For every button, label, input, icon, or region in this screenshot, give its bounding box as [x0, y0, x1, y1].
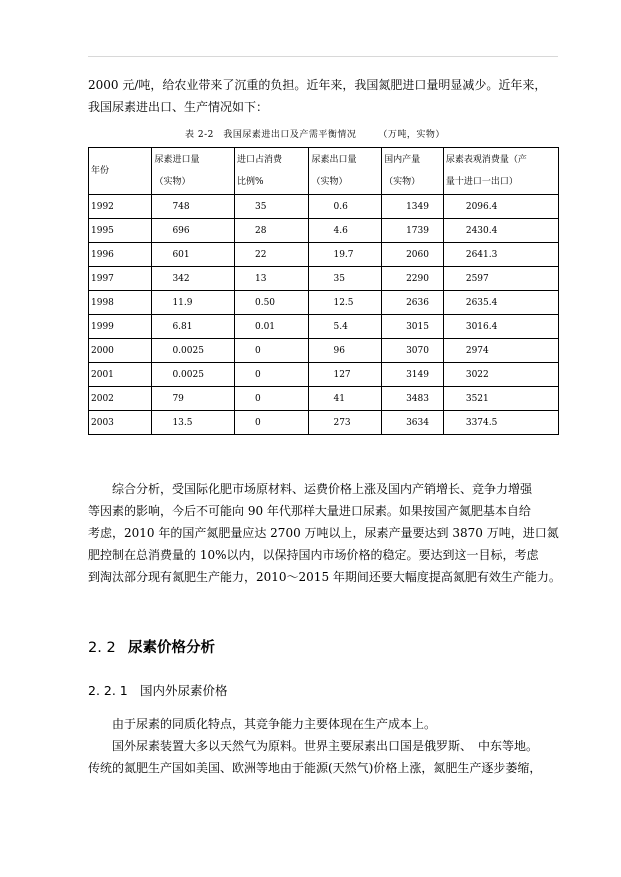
table-cell: 13.5 [152, 411, 235, 435]
table-cell: 0.50 [234, 291, 309, 315]
table-caption-units: （万吨，实物） [378, 130, 445, 140]
table-cell: 19.7 [309, 243, 382, 267]
table-row [89, 243, 559, 267]
table-header-row [89, 148, 559, 195]
price-line: 由于尿素的同质化特点，其竞争能力主要体现在生产成本上。 [112, 717, 437, 731]
subsection-number: 2. 2. 1 [88, 683, 128, 698]
summary-line: 考虑，2010 年的国产氮肥量应达 2700 万吨以上，尿素产量要达到 3870 万吨，进口氮 [88, 526, 559, 540]
table-cell: 0.01 [234, 315, 309, 339]
table-cell: 601 [152, 243, 235, 267]
table-cell: 2635.4 [443, 291, 558, 315]
table-cell: 35 [234, 195, 309, 219]
table-cell: 0 [234, 363, 309, 387]
table-cell: 1996 [89, 243, 152, 267]
table-cell: 3070 [382, 339, 444, 363]
table-cell: 5.4 [309, 315, 382, 339]
price-paragraph [88, 713, 562, 779]
table-row [89, 315, 559, 339]
table-cell: 3483 [382, 387, 444, 411]
section-number: 2. 2 [88, 640, 116, 656]
table-cell: 2290 [382, 267, 444, 291]
table-cell: 1992 [89, 195, 152, 219]
table-cell: 2003 [89, 411, 152, 435]
table-cell: 2974 [443, 339, 558, 363]
header-apparent-consumption: 尿素表观消费量（产 量十进口一出口） [443, 148, 558, 195]
table-cell: 2000 [89, 339, 152, 363]
price-line: 传统的氮肥生产国如美国、欧洲等地由于能源(天然气)价格上涨，氮肥生产逐步萎缩， [88, 761, 542, 775]
subsection-heading [88, 681, 228, 699]
table-cell: 0.0025 [152, 363, 235, 387]
table-cell: 0.6 [309, 195, 382, 219]
table-cell: 96 [309, 339, 382, 363]
table-row [89, 363, 559, 387]
summary-line: 到淘汰部分现有氮肥生产能力，2010～2015 年期间还要大幅度提高氮肥有效生产能力。 [88, 570, 561, 584]
table-cell: 22 [234, 243, 309, 267]
table-cell: 2096.4 [443, 195, 558, 219]
table-row [89, 195, 559, 219]
table-row [89, 387, 559, 411]
intro-line-2: 我国尿素进出口、生产情况如下： [88, 100, 269, 114]
table-cell: 2060 [382, 243, 444, 267]
header-year: 年份 [89, 148, 152, 195]
header-import-ratio: 进口占消费 比例% [234, 148, 309, 195]
table-cell: 1349 [382, 195, 444, 219]
table-row [89, 267, 559, 291]
table-cell: 0 [234, 339, 309, 363]
intro-paragraph [88, 74, 562, 118]
table-cell: 127 [309, 363, 382, 387]
table-cell: 0 [234, 411, 309, 435]
header-rule [88, 56, 558, 57]
table-cell: 41 [309, 387, 382, 411]
summary-line: 等因素的影响，今后不可能向 90 年代那样大量进口尿素。如果按国产氮肥基本自给 [88, 504, 531, 518]
table-cell: 3016.4 [443, 315, 558, 339]
table-cell: 13 [234, 267, 309, 291]
table-cell: 1739 [382, 219, 444, 243]
table-caption [185, 127, 445, 140]
summary-paragraph [88, 478, 562, 588]
table-cell: 3374.5 [443, 411, 558, 435]
table-cell: 2002 [89, 387, 152, 411]
table-cell: 28 [234, 219, 309, 243]
urea-balance-table [88, 147, 559, 435]
table-row [89, 411, 559, 435]
price-line: 国外尿素装置大多以天然气为原料。世界主要尿素出口国是俄罗斯、 中东等地。 [112, 739, 539, 753]
table-cell: 2001 [89, 363, 152, 387]
table-cell: 748 [152, 195, 235, 219]
header-domestic-output: 国内产量 （实物） [382, 148, 444, 195]
table-cell: 79 [152, 387, 235, 411]
table-cell: 273 [309, 411, 382, 435]
table-row [89, 291, 559, 315]
summary-line: 肥控制在总消费量的 10%以内，以保持国内市场价格的稳定。要达到这一目标，考虑 [88, 548, 539, 562]
table-cell: 2636 [382, 291, 444, 315]
summary-line: 综合分析，受国际化肥市场原材料、运费价格上涨及国内产销增长、竞争力增强 [112, 482, 533, 496]
table-cell: 696 [152, 219, 235, 243]
table-cell: 12.5 [309, 291, 382, 315]
table-cell: 2641.3 [443, 243, 558, 267]
table-cell: 1999 [89, 315, 152, 339]
table-cell: 0.0025 [152, 339, 235, 363]
table-row [89, 219, 559, 243]
table-row [89, 339, 559, 363]
section-heading [88, 636, 215, 657]
table-cell: 4.6 [309, 219, 382, 243]
table-cell: 2430.4 [443, 219, 558, 243]
table-cell: 2597 [443, 267, 558, 291]
header-export: 尿素出口量 （实物） [309, 148, 382, 195]
table-cell: 1998 [89, 291, 152, 315]
intro-line-1: 2000 元/吨，给农业带来了沉重的负担。近年来，我国氮肥进口量明显减少。近年来， [88, 78, 547, 92]
subsection-title: 国内外尿素价格 [140, 683, 228, 698]
table-body [89, 195, 559, 435]
header-import: 尿素进口量 （实物） [152, 148, 235, 195]
table-cell: 3022 [443, 363, 558, 387]
table-cell: 3015 [382, 315, 444, 339]
table-cell: 1995 [89, 219, 152, 243]
table-cell: 1997 [89, 267, 152, 291]
table-cell: 11.9 [152, 291, 235, 315]
table-cell: 0 [234, 387, 309, 411]
table-cell: 6.81 [152, 315, 235, 339]
table-cell: 342 [152, 267, 235, 291]
table-cell: 3521 [443, 387, 558, 411]
table-cell: 3149 [382, 363, 444, 387]
table-caption-title: 表 2-2 我国尿素进出口及产需平衡情况 [185, 130, 357, 140]
table-cell: 35 [309, 267, 382, 291]
section-title: 尿素价格分析 [128, 640, 215, 656]
table-cell: 3634 [382, 411, 444, 435]
